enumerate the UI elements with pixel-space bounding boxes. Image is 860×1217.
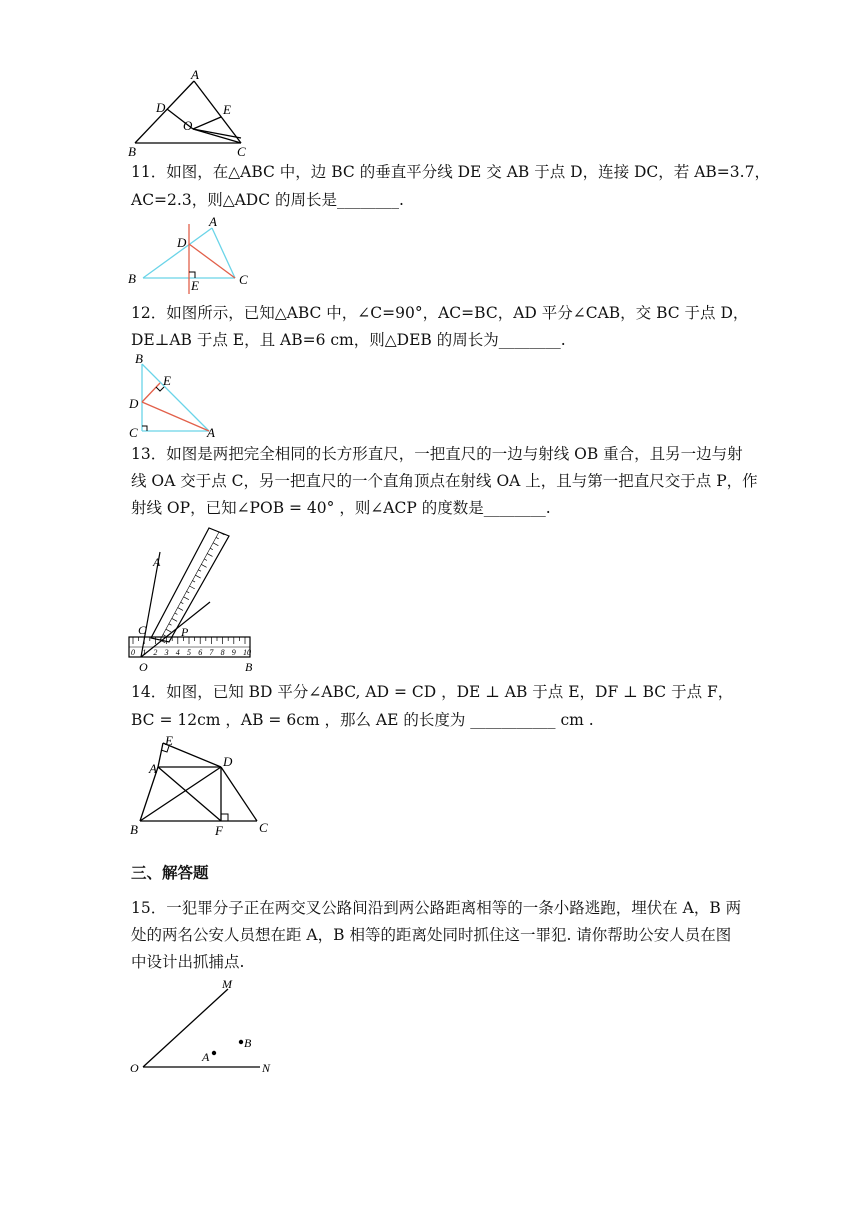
q12-line1: 12．如图所示，已知△ABC 中，∠C=90°，AC=BC，AD 平分∠CAB，交 BC 于点 D， — [131, 304, 749, 322]
ruler-tick-label: 6 — [198, 648, 203, 657]
ruler-tick — [216, 537, 219, 538]
ruler-tick-label: 2 — [153, 648, 158, 657]
label-f: F — [215, 823, 223, 838]
ruler-tick — [190, 586, 195, 589]
ruler-tick — [172, 618, 177, 621]
ruler-tick — [210, 548, 213, 549]
ruler-tick-label: 9 — [231, 648, 236, 657]
label-a: A — [209, 214, 217, 229]
ruler-tick-label: 7 — [209, 648, 214, 657]
ruler-tick — [181, 602, 184, 603]
label-c: C — [259, 820, 268, 835]
figure-q14 — [125, 730, 275, 840]
label-c: C — [138, 623, 147, 637]
figure-q15 — [125, 975, 285, 1080]
ruler-tick — [163, 635, 166, 636]
section-title: 三、解答题 — [131, 864, 209, 882]
q15-line3: 中设计出抓捕点. — [131, 953, 245, 971]
label-e: E — [223, 102, 231, 117]
figure-top-triangle — [125, 68, 255, 158]
label-d: D — [129, 396, 139, 411]
label-d: D — [223, 754, 233, 769]
ruler-tick-label: 4 — [175, 648, 180, 657]
ruler-tick — [201, 564, 206, 567]
label-a: A — [191, 68, 199, 82]
q13-line2: 线 OA 交于点 C，另一把直尺的一个直角顶点在射线 OA 上，且与第一把直尺交于点 P，作 — [131, 472, 758, 490]
label-b: B — [130, 822, 138, 837]
q15-line2: 处的两名公安人员想在距 A，B 相等的距离处同时抓住这一罪犯. 请你帮助公安人员在图 — [131, 926, 732, 944]
figure-q13-rulers — [125, 522, 260, 672]
q14-line1: 14．如图，已知 BD 平分∠ABC, AD = CD ，DE ⊥ AB 于点 E，DF ⊥ BC 于点 F， — [131, 683, 734, 701]
label-b: B — [245, 660, 253, 672]
label-o: O — [183, 118, 193, 133]
label-b: B — [128, 144, 136, 158]
ruler-tick — [187, 591, 190, 592]
label-b: B — [128, 271, 136, 286]
ruler-tick — [178, 608, 183, 611]
label-b: B — [135, 351, 143, 366]
ruler-tick — [195, 575, 200, 578]
label-m: M — [222, 977, 232, 991]
label-e: E — [163, 373, 171, 388]
ruler-tick — [169, 624, 172, 625]
label-a: A — [207, 425, 215, 440]
label-c: C — [129, 425, 138, 440]
label-o: O — [139, 660, 148, 672]
ruler-tick — [213, 543, 218, 546]
label-a: A — [149, 761, 157, 776]
label-b: B — [244, 1036, 252, 1050]
ruler-tick — [184, 597, 189, 600]
ruler-tick — [207, 554, 212, 557]
label-p: P — [181, 625, 189, 639]
q11-line1: 11．如图，在△ABC 中，边 BC 的垂直平分线 DE 交 AB 于点 D，连接 DC，若 AB=3.7， — [131, 163, 770, 181]
figure-q11 — [125, 214, 265, 296]
ruler-tick-label: 5 — [187, 648, 191, 657]
label-e: E — [165, 733, 173, 748]
label-a: A — [202, 1050, 210, 1064]
ruler-tick — [198, 570, 201, 571]
ruler-tick-label: 3 — [164, 648, 169, 657]
q12-line2: DE⊥AB 于点 E，且 AB=6 cm，则△DEB 的周长为________. — [131, 331, 566, 349]
ruler-tick-label: 1 — [142, 648, 147, 657]
ruler-tick — [192, 581, 195, 582]
label-c: C — [237, 144, 246, 158]
q15-line1: 15．一犯罪分子正在两交叉公路间沿到两公路距离相等的一条小路逃跑，埋伏在 A，B 两 — [131, 899, 742, 917]
label-a: A — [153, 555, 161, 569]
q11-line2: AC=2.3，则△ADC 的周长是________. — [131, 191, 404, 209]
ruler-tick — [166, 629, 171, 632]
label-d: D — [156, 100, 166, 115]
ruler-tick-label: 10 — [243, 648, 251, 657]
ruler-tick-label: 0 — [131, 648, 135, 657]
label-o: O — [130, 1061, 139, 1075]
q14-line2: BC = 12cm ，AB = 6cm ，那么 AE 的长度为 ___________ cm . — [131, 711, 594, 729]
ruler-tick — [204, 559, 207, 560]
q13-line3: 射线 OP，已知∠POB = 40° ，则∠ACP 的度数是________. — [131, 499, 551, 517]
ruler-tick-label: 8 — [220, 648, 225, 657]
label-n: N — [262, 1061, 271, 1075]
label-c: C — [239, 272, 248, 287]
figure-q12 — [125, 350, 225, 440]
label-d: D — [177, 235, 187, 250]
label-e: E — [191, 278, 199, 293]
q13-line1: 13．如图是两把完全相同的长方形直尺，一把直尺的一边与射线 OB 重合，且另一边与射 — [131, 445, 743, 463]
ruler-tick — [175, 613, 178, 614]
